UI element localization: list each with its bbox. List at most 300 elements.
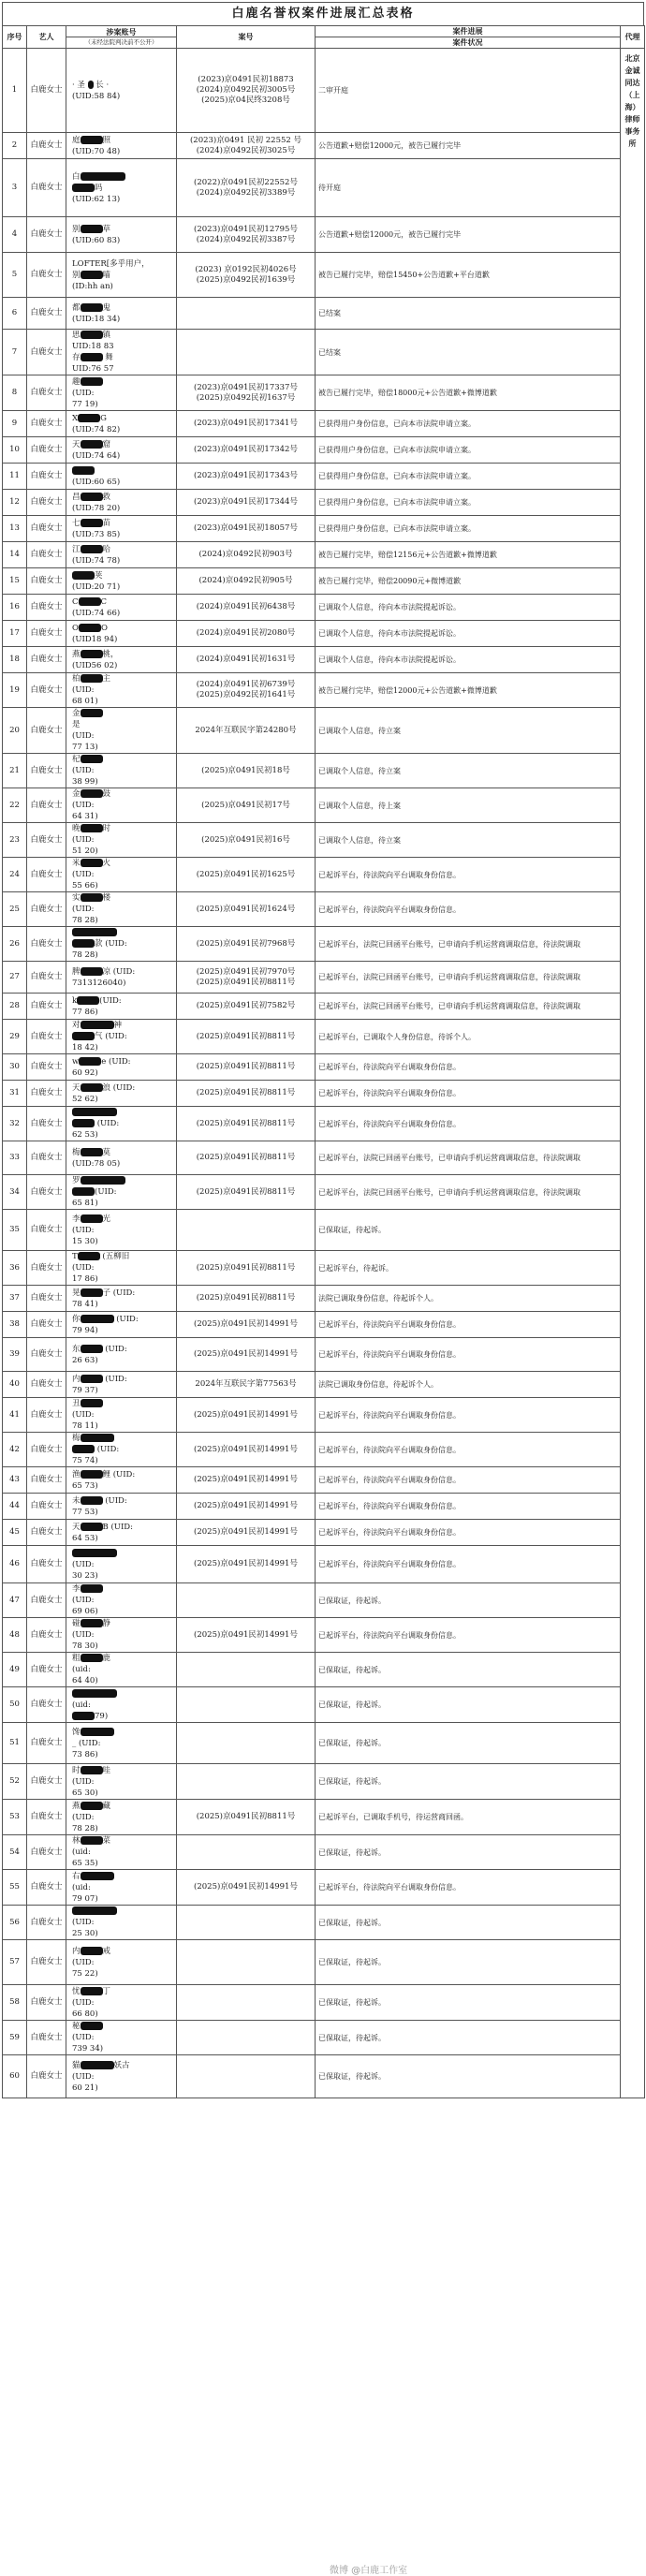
account-line: (UID: [72, 1918, 95, 1927]
artist-cell: 白鹿女士 [27, 927, 66, 962]
case-status: 被告已履行完毕，赔偿20090元+微博道歉 [316, 568, 621, 595]
account-cell [66, 1653, 177, 1687]
case-number-cell [177, 1583, 316, 1618]
account-line: (UID:20 71) [72, 581, 121, 592]
row-number: 60 [3, 2055, 27, 2098]
account-line: 存 舞 [72, 353, 113, 362]
row-number: 55 [3, 1870, 27, 1906]
row-number: 59 [3, 2021, 27, 2055]
case-status: 已起诉平台，待法院向平台调取身份信息。 [316, 1398, 621, 1433]
case-status: 已起诉平台，待法院向平台调取身份信息。 [316, 1870, 621, 1906]
case-number: (2024)京0492民初3005号 [196, 85, 296, 95]
case-status: 已结案 [316, 330, 621, 375]
table-row [3, 754, 645, 788]
case-status: 已调取个人信息，待向本市法院提起诉讼。 [316, 595, 621, 621]
header-row [3, 26, 645, 37]
case-number: (2025)京0491民初8811号 [196, 1812, 296, 1821]
artist-cell: 白鹿女士 [27, 542, 66, 568]
case-number: (2025)京0491民初8811号 [196, 1153, 296, 1162]
row-number: 29 [3, 1020, 27, 1054]
case-number: (2024)京0491民初1631号 [196, 655, 296, 664]
case-status: 法院已调取身份信息，待起诉个人。 [316, 1286, 621, 1312]
case-status: 已保取证，待起诉。 [316, 2021, 621, 2055]
case-number-cell [177, 1054, 316, 1081]
case-number-cell [177, 858, 316, 892]
account-cell [66, 1467, 177, 1494]
account-line: 65 81) [72, 1199, 98, 1208]
artist-cell: 白鹿女士 [27, 1054, 66, 1081]
table-row [3, 330, 645, 375]
case-number: (2025)京0491民初14991号 [194, 1444, 298, 1454]
case-number-cell [177, 1210, 316, 1251]
artist-cell: 白鹿女士 [27, 330, 66, 375]
artist-cell: 白鹿女士 [27, 490, 66, 516]
account-line: 内 (UID: [72, 1374, 127, 1384]
redaction-mark [72, 1032, 95, 1040]
account-cell [66, 568, 177, 595]
row-number: 25 [3, 892, 27, 927]
case-number: (2023)京0491民初18057号 [194, 523, 298, 533]
artist-cell: 白鹿女士 [27, 1107, 66, 1141]
artist-cell: 白鹿女士 [27, 1338, 66, 1372]
artist-cell: 白鹿女士 [27, 1940, 66, 1985]
case-number-cell [177, 1175, 316, 1210]
account-line [72, 1107, 173, 1118]
account-line: 77 13) [72, 743, 98, 752]
case-number-cell [177, 490, 316, 516]
table-row [3, 1054, 645, 1081]
row-number: 21 [3, 754, 27, 788]
account-line: (UID: [72, 2071, 95, 2082]
table-row [3, 464, 645, 490]
artist-cell: 白鹿女士 [27, 788, 66, 823]
redaction-mark [81, 859, 103, 867]
account-line: 李 光 [72, 1214, 111, 1224]
account-cell [66, 2055, 177, 2098]
account-line: 柏 主 [72, 674, 111, 684]
account-line: 65 73) [72, 1480, 98, 1491]
account-line: 未 (UID: [72, 1495, 127, 1506]
artist-cell: 白鹿女士 [27, 1494, 66, 1520]
header-no: 序号 [3, 26, 27, 49]
redaction-mark [81, 893, 103, 902]
row-number: 28 [3, 994, 27, 1020]
table-row [3, 1723, 645, 1764]
account-line: 78 11) [72, 1421, 98, 1431]
case-number-cell [177, 2021, 316, 2055]
case-number: (2023)京0491民初12795号 [194, 224, 298, 234]
account-cell [66, 1764, 177, 1800]
account-line: (UID18 94) [72, 634, 118, 644]
account-line: 78 30) [72, 1641, 98, 1651]
table-row [3, 437, 645, 464]
redaction-mark [81, 331, 103, 339]
case-number: (2025)京0491民初1625号 [196, 869, 296, 879]
account-line: (UID: [72, 905, 95, 914]
document [2, 2, 644, 2576]
case-status: 已起诉平台，已调取手机号，待运营商回函。 [316, 1800, 621, 1835]
case-status: 已结案 [316, 298, 621, 330]
header-account-sub: （末经法院判决前不公开） [66, 37, 177, 49]
artist-cell: 白鹿女士 [27, 647, 66, 673]
account-line: (UID:74 82) [72, 424, 121, 434]
table-row [3, 1906, 645, 1940]
table-row [3, 1107, 645, 1141]
table-row [3, 1800, 645, 1835]
account-line: 78 28) [72, 1823, 98, 1833]
case-status: 法院已调取身份信息，待起诉个人。 [316, 1372, 621, 1398]
account-line: 右 [72, 1871, 173, 1882]
artist-cell: 白鹿女士 [27, 2021, 66, 2055]
redaction-mark [81, 440, 103, 449]
case-status: 公告道歉+赔偿12000元，被告已履行完毕 [316, 217, 621, 253]
account-line: (UID: [72, 1118, 173, 1129]
case-status: 被告已履行完毕，赔偿15450+公告道歉+平台道歉 [316, 253, 621, 298]
account-cell [66, 1398, 177, 1433]
artist-cell: 白鹿女士 [27, 1020, 66, 1054]
case-status: 已起诉平台，待法院向平台调取身份信息。 [316, 1467, 621, 1494]
redaction-mark [81, 1176, 125, 1185]
account-cell [66, 1020, 177, 1054]
redaction-mark [72, 1906, 117, 1915]
case-number-cell [177, 1520, 316, 1546]
redaction-mark [81, 1987, 103, 1995]
case-number-cell [177, 568, 316, 595]
artist-cell: 白鹿女士 [27, 1764, 66, 1800]
row-number: 43 [3, 1467, 27, 1494]
account-cell [66, 1175, 177, 1210]
account-line: (UID: [72, 1997, 95, 2008]
account-line: UID:76 57 [72, 364, 114, 374]
case-number-cell [177, 330, 316, 375]
artist-cell: 白鹿女士 [27, 892, 66, 927]
redaction-mark [81, 519, 103, 527]
redaction-mark [81, 1021, 114, 1029]
table-row [3, 858, 645, 892]
redaction-mark [81, 1399, 103, 1407]
header-agent: 代理 [621, 26, 645, 49]
account-line: 燕 藏 [72, 1801, 111, 1811]
case-number: (2024)京0491民初2080号 [196, 628, 296, 638]
account-line: 51 20) [72, 846, 98, 856]
table-row [3, 621, 645, 647]
account-line: 款 (UID: [72, 938, 173, 949]
row-number: 44 [3, 1494, 27, 1520]
table-row [3, 708, 645, 754]
artist-cell: 白鹿女士 [27, 1835, 66, 1870]
account-cell [66, 788, 177, 823]
redaction-mark [81, 1083, 103, 1092]
case-number-cell [177, 1251, 316, 1286]
case-status: 已调取个人信息，待立案 [316, 754, 621, 788]
table-row [3, 1141, 645, 1175]
row-number: 1 [3, 49, 27, 133]
account-line: 丑 [72, 1398, 173, 1409]
case-number-cell [177, 962, 316, 994]
account-line: 18 42) [72, 1043, 98, 1052]
case-status: 已保取证，待起诉。 [316, 1940, 621, 1985]
account-line: (uid: [72, 1700, 91, 1710]
case-status: 已起诉平台，法院已回函平台账号，已申请向手机运营商调取信息，待法院调取 [316, 1141, 621, 1175]
account-cell [66, 1286, 177, 1312]
table-row [3, 673, 645, 708]
case-number: (2025)京0491民初8811号 [196, 1293, 296, 1303]
account-cell [66, 927, 177, 962]
redaction-mark [81, 1214, 103, 1223]
redaction-mark [81, 2022, 103, 2030]
account-line: UID:18 83 [72, 342, 114, 351]
redaction-mark [77, 996, 99, 1005]
row-number: 13 [3, 516, 27, 542]
case-number: 2024年互联民字第24280号 [195, 725, 297, 735]
artist-cell: 白鹿女士 [27, 1081, 66, 1107]
artist-cell: 白鹿女士 [27, 2055, 66, 2098]
account-line: (UID: [72, 1263, 95, 1273]
account-line: O O [72, 623, 108, 633]
account-line: (UID: [72, 685, 95, 695]
artist-cell: 白鹿女士 [27, 516, 66, 542]
artist-cell: 白鹿女士 [27, 1251, 66, 1286]
case-status: 已起诉平台，待法院向平台调取身份信息。 [316, 892, 621, 927]
row-number: 12 [3, 490, 27, 516]
case-number: (2025)京0491民初1624号 [196, 904, 296, 914]
account-line [72, 1688, 173, 1700]
artist-cell: 白鹿女士 [27, 1546, 66, 1583]
account-line: (UID: [72, 1444, 173, 1455]
account-line: 林 菜 [72, 1836, 111, 1846]
redaction-mark [81, 1836, 103, 1845]
header-progress-sub: 案件状况 [316, 37, 621, 49]
row-number: 15 [3, 568, 27, 595]
artist-cell: 白鹿女士 [27, 1653, 66, 1687]
account-line: 昌 救 [72, 492, 111, 502]
account-cell [66, 330, 177, 375]
account-line: 62 53) [72, 1130, 98, 1140]
account-line: 是 [72, 720, 81, 729]
account-cell [66, 1687, 177, 1723]
account-line: 78 28) [72, 916, 98, 925]
case-status: 已获得用户身份信息，已向本市法院申请立案。 [316, 516, 621, 542]
row-number: 16 [3, 595, 27, 621]
account-cell [66, 411, 177, 437]
row-number: 48 [3, 1618, 27, 1653]
account-cell [66, 542, 177, 568]
redaction-mark [81, 1947, 103, 1955]
account-cell [66, 708, 177, 754]
case-status: 已调取个人信息，待向本市法院提起诉讼。 [316, 647, 621, 673]
account-line: (uid: [72, 1847, 91, 1857]
table-row [3, 217, 645, 253]
redaction-mark [81, 824, 103, 832]
case-status: 已起诉平台，待法院向平台调取身份信息。 [316, 1546, 621, 1583]
case-status: 已保取证，待起诉。 [316, 1210, 621, 1251]
case-number: (2025)京0491民初14991号 [194, 1559, 298, 1568]
case-number-cell [177, 673, 316, 708]
redaction-mark [81, 1434, 114, 1442]
account-line: 思 镇 [72, 331, 111, 340]
row-number: 54 [3, 1835, 27, 1870]
row-number: 10 [3, 437, 27, 464]
case-number-cell [177, 375, 316, 411]
row-number: 4 [3, 217, 27, 253]
account-line: 燕 桃， [72, 649, 119, 659]
row-number: 58 [3, 1985, 27, 2021]
redaction-mark [81, 303, 103, 312]
artist-cell: 白鹿女士 [27, 1985, 66, 2021]
account-line: 25 30) [72, 1929, 98, 1938]
case-number: (2024)京0492民初3387号 [196, 234, 296, 244]
case-number-cell [177, 1286, 316, 1312]
artist-cell: 白鹿女士 [27, 621, 66, 647]
account-cell [66, 253, 177, 298]
artist-cell: 白鹿女士 [27, 1800, 66, 1835]
account-line: 64 31) [72, 812, 98, 821]
case-number: (2024)京0492民初905号 [198, 576, 293, 585]
account-line: 脾 凉 (UID: [72, 966, 136, 977]
case-number-cell [177, 1800, 316, 1835]
table-row [3, 994, 645, 1020]
redaction-mark [81, 650, 103, 658]
row-number: 3 [3, 159, 27, 217]
case-number-cell [177, 1338, 316, 1372]
account-line: 杞 [72, 754, 173, 765]
header-subrow [3, 37, 645, 49]
case-number: (2025)京0491民初14991号 [194, 1501, 298, 1510]
case-status: 已起诉平台，待法院向平台调取身份信息。 [316, 1618, 621, 1653]
account-line: (UID56 02) [72, 660, 118, 670]
case-number-cell [177, 621, 316, 647]
case-status: 已起诉平台，法院已回函平台账号，已申请向手机运营商调取信息，待法院调取 [316, 962, 621, 994]
table-row [3, 595, 645, 621]
case-number-cell [177, 1653, 316, 1687]
account-line: 荚 [72, 570, 173, 581]
row-number: 24 [3, 858, 27, 892]
case-number-cell [177, 708, 316, 754]
account-line: 都 鬼 [72, 302, 111, 313]
account-line [72, 1548, 173, 1559]
account-line: (ID:hh an) [72, 281, 113, 291]
account-line: (UID: [72, 2033, 95, 2042]
redaction-mark [81, 1288, 103, 1297]
account-line: (UID: [72, 1559, 95, 1569]
case-status: 已获得用户身份信息，已向本市法院申请立案。 [316, 411, 621, 437]
case-number: (2025)京0491民初8811号 [196, 1031, 296, 1041]
table-row [3, 375, 645, 411]
artist-cell: 白鹿女士 [27, 858, 66, 892]
account-cell [66, 1141, 177, 1175]
artist-cell: 白鹿女士 [27, 133, 66, 159]
case-number-cell [177, 823, 316, 858]
case-number: (2025)京0492民初1637号 [196, 392, 296, 403]
case-status: 已获得用户身份信息，已向本市法院申请立案。 [316, 490, 621, 516]
agent-cell: 北京金诚同达（上海）律师事务所 [621, 49, 645, 2098]
row-number: 14 [3, 542, 27, 568]
case-number: (2025)京0491民初14991号 [194, 1475, 298, 1484]
artist-cell: 白鹿女士 [27, 1906, 66, 1940]
row-number: 18 [3, 647, 27, 673]
account-line: 79 37) [72, 1385, 98, 1395]
account-cell [66, 962, 177, 994]
redaction-mark [72, 1689, 117, 1698]
account-line: 对 神 [72, 1021, 123, 1030]
table-row [3, 1653, 645, 1687]
account-line: 实 楼 [72, 893, 111, 903]
artist-cell: 白鹿女士 [27, 411, 66, 437]
account-line: 68 01) [72, 697, 98, 706]
redaction-mark [81, 136, 103, 144]
redaction-mark [81, 1802, 103, 1810]
redaction-mark [81, 1584, 103, 1593]
artist-cell: 白鹿女士 [27, 1372, 66, 1398]
row-number: 36 [3, 1251, 27, 1286]
case-table [2, 25, 645, 2098]
account-line: C C [72, 596, 108, 607]
account-line: 52 62) [72, 1094, 98, 1104]
redaction-mark [81, 1315, 114, 1323]
case-status: 已起诉平台，待法院向平台调取身份信息。 [316, 1107, 621, 1141]
table-row [3, 133, 645, 159]
account-line: 64 40) [72, 1676, 98, 1685]
redaction-mark [81, 1872, 114, 1880]
case-number-cell [177, 1764, 316, 1800]
account-cell [66, 49, 177, 133]
account-line: 66 80) [72, 2009, 98, 2019]
account-line: 渔 鲤 (UID: [72, 1469, 136, 1479]
case-number: (2023)京0491民初17343号 [194, 471, 298, 480]
account-line: (UID: [72, 1596, 95, 1605]
redaction-mark [79, 1057, 101, 1066]
redaction-mark [72, 466, 95, 475]
redaction-mark [78, 1252, 100, 1260]
account-cell [66, 892, 177, 927]
account-cell [66, 159, 177, 217]
redaction-mark [79, 597, 101, 606]
account-line: 七 苗 [72, 518, 111, 528]
redaction-mark [72, 1187, 95, 1196]
account-cell [66, 1372, 177, 1398]
redaction-mark [81, 1523, 103, 1531]
case-status: 被告已履行完毕，赔偿12156元+公告道歉+微博道歉 [316, 542, 621, 568]
account-line: 739 34) [72, 2044, 104, 2053]
table-row [3, 1687, 645, 1723]
account-cell [66, 490, 177, 516]
artist-cell: 白鹿女士 [27, 1687, 66, 1723]
row-number: 27 [3, 962, 27, 994]
account-line: (UID:78 05) [72, 1158, 121, 1169]
redaction-mark [81, 545, 103, 553]
account-line: 天 浪 (UID: [72, 1082, 136, 1093]
case-number: (2023)京0491民初17342号 [194, 445, 298, 454]
table-row [3, 1081, 645, 1107]
redaction-mark [81, 493, 103, 501]
account-cell [66, 823, 177, 858]
account-cell [66, 217, 177, 253]
artist-cell: 白鹿女士 [27, 1618, 66, 1653]
account-line: (UID:74 66) [72, 608, 121, 618]
account-line: 77 19) [72, 399, 98, 409]
account-line [72, 1906, 173, 1917]
row-number: 7 [3, 330, 27, 375]
artist-cell: 白鹿女士 [27, 298, 66, 330]
table-row [3, 490, 645, 516]
table-row [3, 1583, 645, 1618]
redaction-mark [81, 2061, 114, 2069]
table-row [3, 788, 645, 823]
case-status: 已保取证，待起诉。 [316, 1653, 621, 1687]
row-number: 9 [3, 411, 27, 437]
case-status: 已起诉平台，待法院向平台调取身份信息。 [316, 1338, 621, 1372]
account-line: 天 B (UID: [72, 1522, 133, 1532]
